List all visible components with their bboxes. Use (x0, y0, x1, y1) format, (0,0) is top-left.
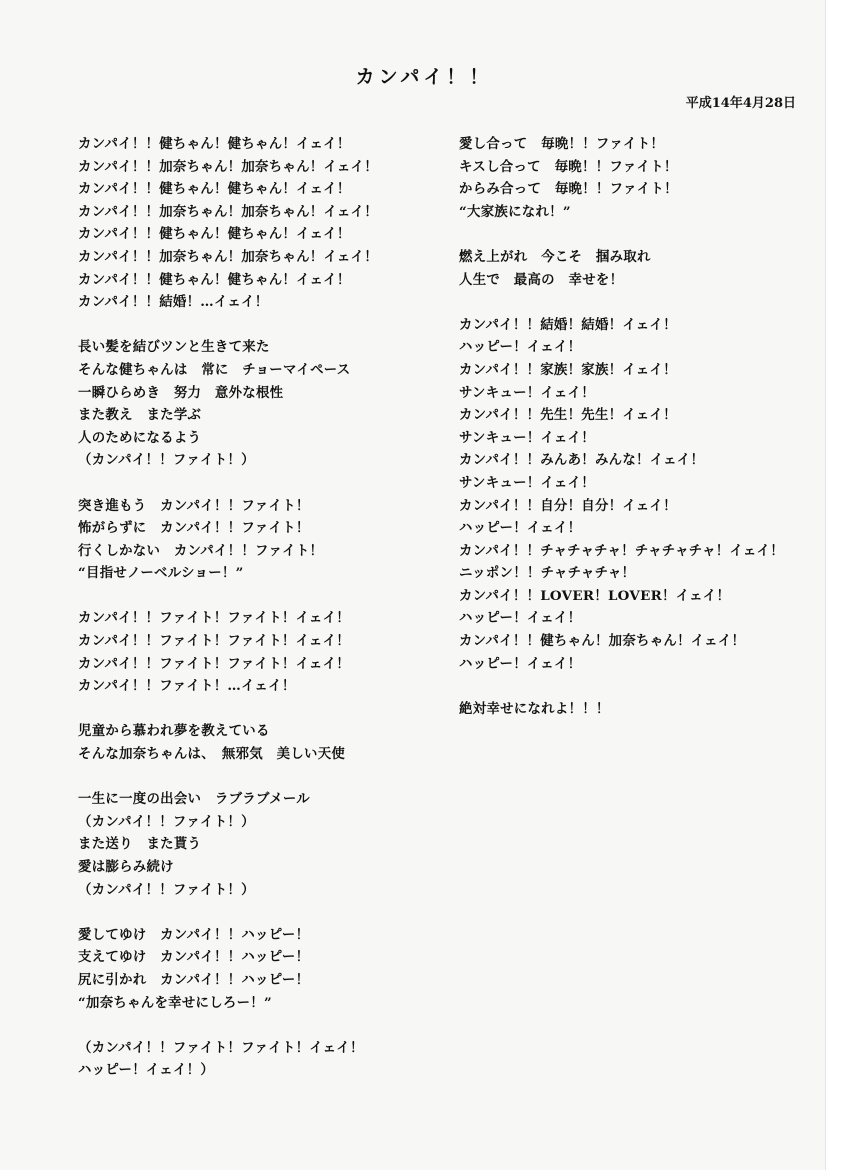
stanza-break (78, 314, 418, 337)
lyric-line: カンパイ！！健ちゃん！加奈ちゃん！イェイ！ (459, 633, 746, 650)
lyric-line: からみ合って 毎晩！！ファイト！ (459, 181, 678, 198)
lyric-line: “加奈ちゃんを幸せにしろー！” (78, 994, 272, 1011)
lyric-line: カンパイ！！ファイト！ファイト！イェイ！ (78, 633, 351, 650)
lyric-line: カンパイ！！先生！先生！イェイ！ (459, 407, 677, 424)
lyric-line: 愛し合って 毎晩！！ファイト！ (459, 136, 665, 152)
lyric-line: 一瞬ひらめき 努力 意外な根性 (78, 384, 284, 401)
lyric-line: （カンパイ！！ファイト！） (78, 813, 255, 830)
lyric-line: 絶対幸せになれよ！！！ (459, 700, 610, 717)
lyric-line: 行くしかない カンパイ！！ファイト！ (78, 542, 324, 559)
stanza-break (459, 223, 799, 246)
stanza-break (459, 291, 799, 314)
stanza-break (78, 698, 418, 721)
lyric-line: “大家族になれ！” (459, 203, 571, 220)
lyric-line: 突き進もう カンパイ！！ファイト！ (78, 497, 310, 514)
lyric-line: そんな健ちゃんは 常に チョーマイペース (78, 361, 351, 378)
page-edge (825, 0, 848, 1170)
lyric-line: ハッピー！イェイ！ (459, 339, 582, 356)
lyric-line: そんな加奈ちゃんは、 無邪気 美しい天使 (78, 746, 346, 763)
lyric-line: 尻に引かれ カンパイ！！ハッピー！ (78, 971, 310, 988)
document-title: カンパイ！！ (355, 66, 493, 88)
lyric-line: ハッピー！イェイ！ (459, 520, 582, 537)
lyric-line: カンパイ！！ファイト！…イェイ！ (78, 678, 296, 695)
lyric-line: 人生で 最高の 幸せを！ (459, 271, 624, 288)
lyric-line: サンキュー！イェイ！ (459, 474, 595, 491)
lyric-line: （カンパイ！！ファイト！） (78, 452, 255, 469)
lyric-line: カンパイ！！ファイト！ファイト！イェイ！ (78, 655, 351, 672)
stanza-break (78, 585, 418, 608)
lyric-line: ハッピー！イェイ！） (78, 1062, 215, 1079)
lyric-line: キスし合って 毎晩！！ファイト！ (459, 158, 678, 175)
stanza-break (78, 766, 418, 789)
lyric-line: カンパイ！！自分！自分！イェイ！ (459, 497, 677, 514)
lyric-line: 燃え上がれ 今こそ 掴み取れ (459, 248, 651, 265)
lyric-line: カンパイ！！健ちゃん！健ちゃん！イェイ！ (78, 181, 351, 198)
lyric-line: カンパイ！！健ちゃん！健ちゃん！イェイ！ (78, 136, 351, 152)
lyric-line: （カンパイ！！ファイト！ファイト！イェイ！ (78, 1039, 364, 1056)
lyrics-column-left (78, 133, 418, 1082)
lyrics-column-right (459, 133, 799, 720)
lyric-line: カンパイ！！結婚！結婚！イェイ！ (459, 316, 677, 333)
stanza-break (78, 901, 418, 924)
stanza-break (78, 1014, 418, 1037)
lyric-line: 愛してゆけ カンパイ！！ハッピー！ (78, 926, 310, 943)
lyric-line: カンパイ！！結婚！…イェイ！ (78, 294, 269, 311)
lyric-line: （カンパイ！！ファイト！） (78, 881, 255, 898)
lyric-line: カンパイ！！チャチャチャ！チャチャチャ！イェイ！ (459, 542, 784, 559)
lyric-line: カンパイ！！加奈ちゃん！加奈ちゃん！イェイ！ (78, 248, 378, 265)
lyric-line: カンパイ！！加奈ちゃん！加奈ちゃん！イェイ！ (78, 203, 378, 220)
stanza-break (78, 472, 418, 495)
lyric-line: “目指せノーベルショー！” (78, 565, 244, 582)
lyric-line: カンパイ！！健ちゃん！健ちゃん！イェイ！ (78, 226, 351, 243)
lyric-line: 人のためになるよう (78, 429, 202, 446)
lyric-line: 怖がらずに カンパイ！！ファイト！ (78, 520, 310, 537)
lyric-line: カンパイ！！みんあ！みんな！イェイ！ (459, 452, 705, 469)
lyric-line: カンパイ！！加奈ちゃん！加奈ちゃん！イェイ！ (78, 158, 378, 175)
lyric-line: ハッピー！イェイ！ (459, 610, 582, 627)
lyric-line: サンキュー！イェイ！ (459, 429, 595, 446)
lyric-line: 長い髪を結びツンと生きて来た (78, 339, 270, 356)
lyric-line: カンパイ！！LOVER！LOVER！イェイ！ (459, 587, 731, 604)
lyric-line: ニッポン！！チャチャチャ！ (459, 565, 636, 582)
lyric-line: 支えてゆけ カンパイ！！ハッピー！ (78, 949, 310, 966)
document-date: 平成14年4月28日 (685, 96, 796, 111)
lyric-line: 愛は膨らみ続け (78, 859, 174, 875)
lyric-line: 一生に一度の出会い ラブラブメール (78, 791, 310, 808)
lyric-line: また教え また学ぶ (78, 407, 202, 424)
lyric-line: 児童から慕われ夢を教えている (78, 723, 270, 740)
stanza-break (459, 675, 799, 698)
lyric-line: カンパイ！！ファイト！ファイト！イェイ！ (78, 610, 351, 627)
lyric-line: また送り また貰う (78, 836, 202, 853)
lyric-line: ハッピー！イェイ！ (459, 655, 582, 672)
lyric-line: サンキュー！イェイ！ (459, 384, 595, 401)
lyric-line: カンパイ！！健ちゃん！健ちゃん！イェイ！ (78, 271, 351, 288)
lyric-line: カンパイ！！家族！家族！イェイ！ (459, 361, 677, 378)
